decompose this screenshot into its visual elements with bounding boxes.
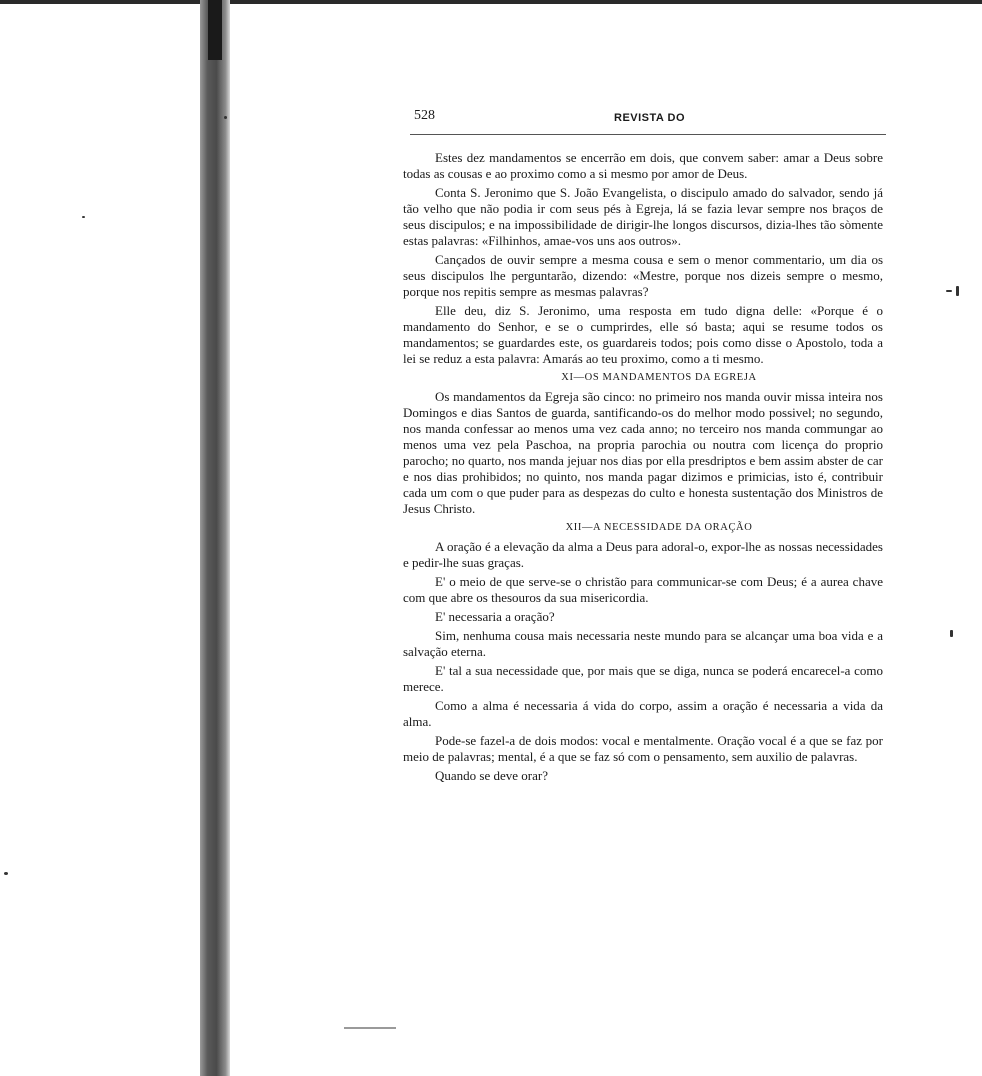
scan-speck: [950, 630, 953, 637]
paragraph: E' o meio de que serve-se o christão para communicar-se com Deus; é a aurea chave com que abre os thesouros da sua misericordia.: [403, 574, 883, 605]
page-number: 528: [414, 108, 435, 123]
scan-speck: [82, 216, 85, 218]
running-head: REVISTA DO: [614, 112, 686, 124]
paragraph: Como a alma é necessaria á vida do corpo, assim a oração é necessaria a vida da alma.: [403, 698, 883, 729]
paragraph: Elle deu, diz S. Jeronimo, uma resposta em tudo digna delle: «Porque é o mandamento do Senhor, e se o cumprirdes, elle só basta; aqui se resume todos os mandamentos; se guardardes este, os guardareis todos; pois como disse o Apostolo, toda a lei se reduz a esta palavra: Amarás ao teu proximo, como a ti mesmo.: [403, 303, 883, 366]
scan-top-edge: [0, 0, 982, 4]
section-heading: XI—OS MANDAMENTOS DA EGREJA: [561, 372, 757, 383]
scan-bottom-mark: [344, 1027, 396, 1029]
book-gutter-dark-top: [208, 0, 222, 60]
paragraph: Conta S. Jeronimo que S. João Evangelista, o discipulo amado do salvador, sendo já tão velho que não podia ir com seus pés à Egreja, lá se fazia levar sempre nos braços de seus discipulos; e na impossibilidade de dirigir-lhe longos discursos, dizia-lhes tão sòmente estas palavras: «Filhinhos, amae-vos uns aos outros».: [403, 185, 883, 248]
paragraph: E' tal a sua necessidade que, por mais que se diga, nunca se poderá encarecel-a como merece.: [403, 663, 883, 694]
page-body: [403, 150, 883, 787]
paragraph: Cançados de ouvir sempre a mesma cousa e sem o menor commentario, um dia os seus discipulos lhe perguntarão, dizendo: «Mestre, porque nos dizeis sempre o mesmo, porque nos repitis sempre as mesmas palavras?: [403, 252, 883, 299]
paragraph: Sim, nenhuma cousa mais necessaria neste mundo para se alcançar uma boa vida e a salvação eterna.: [403, 628, 883, 659]
scan-speck: [956, 286, 959, 296]
page-header: [414, 108, 882, 128]
header-rule: [410, 134, 886, 135]
scan-speck: [224, 116, 227, 119]
paragraph: E' necessaria a oração?: [435, 609, 555, 624]
paragraph: Estes dez mandamentos se encerrão em dois, que convem saber: amar a Deus sobre todas as cousas e ao proximo como a si mesmo por amor de Deus.: [403, 150, 883, 181]
section-heading: XII—A NECESSIDADE DA ORAÇÃO: [565, 522, 753, 533]
scan-speck: [946, 290, 952, 292]
paragraph: Pode-se fazel-a de dois modos: vocal e mentalmente. Oração vocal é a que se faz por meio de palavras; mental, é a que se faz só com o pensamento, sem auxilio de palavras.: [403, 733, 883, 764]
scan-speck: [4, 872, 8, 875]
book-gutter-shadow: [200, 0, 230, 1076]
paragraph: Quando se deve orar?: [435, 768, 548, 783]
paragraph: Os mandamentos da Egreja são cinco: no primeiro nos manda ouvir missa inteira nos Domingos e dias Santos de guarda, santificando-os do melhor modo possivel; no segundo, nos manda confessar ao menos uma vez cada anno; no terceiro nos manda commungar ao menos uma vez pela Paschoa, na propria parochia ou noutra com licença do proprio parocho; no quarto, nos manda jejuar nos dias por ella presdriptos e bem assim abster de car e nos dias prohibidos; no quinto, nos manda pagar dizimos e primicias, isto é, contribuir cada um com o que puder para as despezas do culto e honesta sustentação dos Ministros de Jesus Christo.: [403, 389, 883, 516]
paragraph: A oração é a elevação da alma a Deus para adoral-o, expor-lhe as nossas necessidades e pedir-lhe suas graças.: [403, 539, 883, 570]
